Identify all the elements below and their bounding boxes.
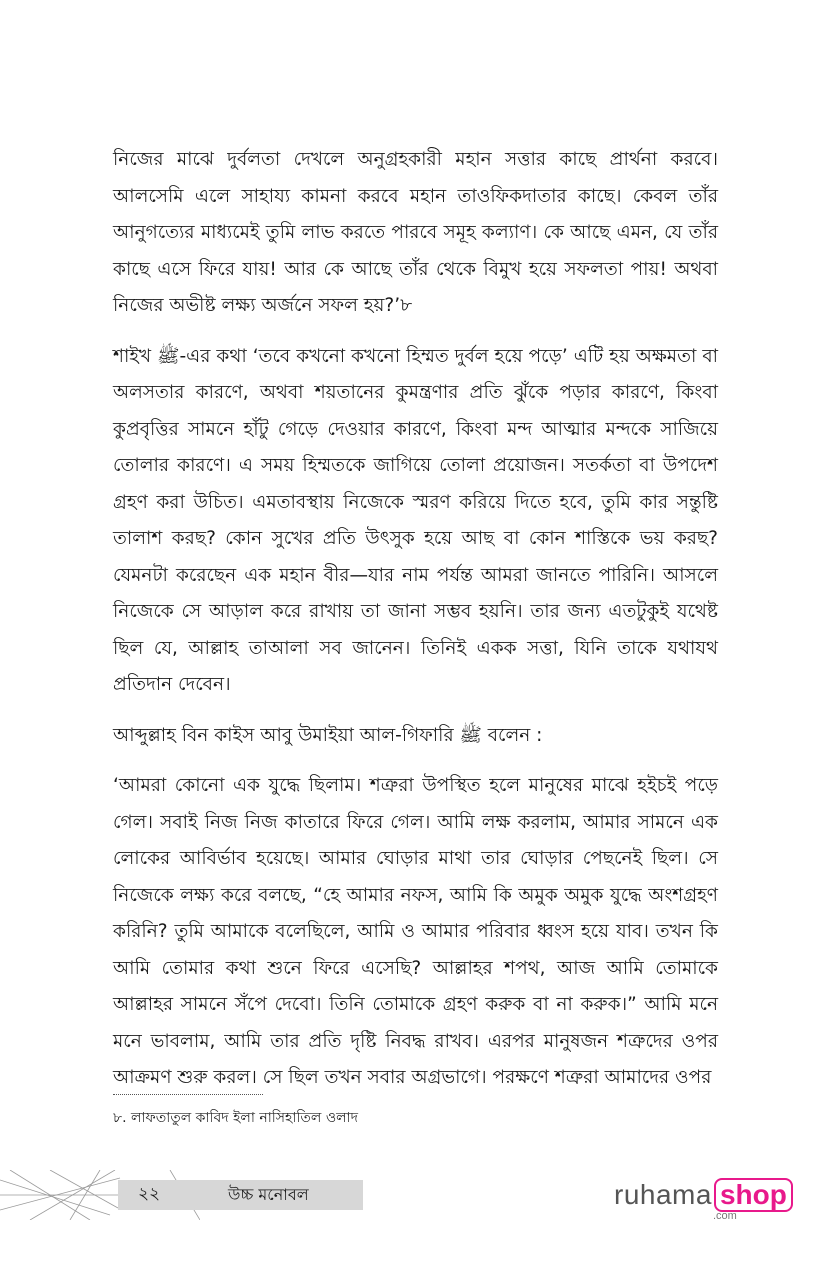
page-footer: [118, 1180, 363, 1210]
body-paragraph: নিজের মাঝে দুর্বলতা দেখলে অনুগ্রহকারী মহান সত্তার কাছে প্রার্থনা করবে। আলসেমি এলে সাহায্য কামনা করবে মহান তাওফিকদাতার কাছে। কেবল তাঁর আনুগত্যের মাধ্যমেই তুমি লাভ করতে পারবে সমূহ কল্যাণ। কে আছে এমন, যে তাঁর কাছে এসে ফিরে যায়! আর কে আছে তাঁর থেকে বিমুখ হয়ে সফলতা পায়! অথবা নিজের অভীষ্ট লক্ষ্য অর্জনে সফল হয়?’৮: [113, 149, 718, 316]
narration-intro: আব্দুল্লাহ বিন কাইস আবু উমাইয়া আল-গিফারি ﷺ বলেন :: [113, 724, 543, 746]
body-paragraph: শাইখ ﷺ-এর কথা ‘তবে কখনো কখনো হিম্মত দুর্বল হয়ে পড়ে’ এটি হয় অক্ষমতা বা অলসতার কারণে, অথবা শয়তানের কুমন্ত্রণার প্রতি ঝুঁকে পড়ার কারণে, কিংবা কুপ্রবৃত্তির সামনে হাঁটু গেড়ে দেওয়ার কারণে, কিংবা মন্দ আত্মার মন্দকে সাজিয়ে তোলার কারণে। এ সময় হিম্মতকে জাগিয়ে তোলা প্রয়োজন। সতর্কতা বা উপদেশ গ্রহণ করা উচিত। এমতাবস্থায় নিজেকে স্মরণ করিয়ে দিতে হবে, তুমি কার সন্তুষ্টি তালাশ করছ? কোন সুখের প্রতি উৎসুক হয়ে আছ বা কোন শাস্তিকে ভয় করছ? যেমনটা করেছেন এক মহান বীর—যার নাম পর্যন্ত আমরা জানতে পারিনি। আসলে নিজেকে সে আড়াল করে রাখায় তা জানা সম্ভব হয়নি। তার জন্য এতটুকুই যথেষ্ট ছিল যে, আল্লাহ তাআলা সব জানেন। তিনিই একক সত্তা, যিনি তাকে যথাযথ প্রতিদান দেবেন।: [113, 345, 719, 695]
running-title: উচ্চ মনোবল: [228, 1184, 309, 1204]
page-number: ২২: [138, 1184, 161, 1204]
logo-domain: .com: [713, 1210, 737, 1222]
footnote-divider: [113, 1094, 263, 1095]
footnote: ৮. লাফতাতুল কাবিদ ইলা নাসিহাতিল ওলাদ: [113, 1110, 358, 1126]
body-paragraph: ‘আমরা কোনো এক যুদ্ধে ছিলাম। শত্রুরা উপস্থিত হলে মানুষের মাঝে হইচই পড়ে গেল। সবাই নিজ নিজ কাতারে ফিরে গেল। আমি লক্ষ করলাম, আমার সামনে এক লোকের আবির্ভাব হয়েছে। আমার ঘোড়ার মাথা তার ঘোড়ার পেছনেই ছিল। সে নিজেকে লক্ষ্য করে বলছে, “হে আমার নফস, আমি কি অমুক অমুক যুদ্ধে অংশগ্রহণ করিনি? তুমি আমাকে বলেছিলে, আমি ও আমার পরিবার ধ্বংস হয়ে যাব। তখন কি আমি তোমার কথা শুনে ফিরে এসেছি? আল্লাহর শপথ, আজ আমি তোমাকে আল্লাহর সামনে সঁপে দেবো। তিনি তোমাকে গ্রহণ করুক বা না করুক।” আমি মনে মনে ভাবলাম, আমি তার প্রতি দৃষ্টি নিবদ্ধ রাখব। এরপর মানুষজন শত্রুদের ওপর আক্রমণ শুরু করল। সে ছিল তখন সবার অগ্রভাগে। পরক্ষণে শত্রুরা আমাদের ওপর: [113, 775, 718, 1088]
logo-wordmark: ruhama: [614, 1179, 712, 1210]
page-body: [113, 142, 718, 1097]
publisher-logo: [614, 1175, 793, 1215]
logo-shop-badge: shop: [714, 1178, 793, 1212]
